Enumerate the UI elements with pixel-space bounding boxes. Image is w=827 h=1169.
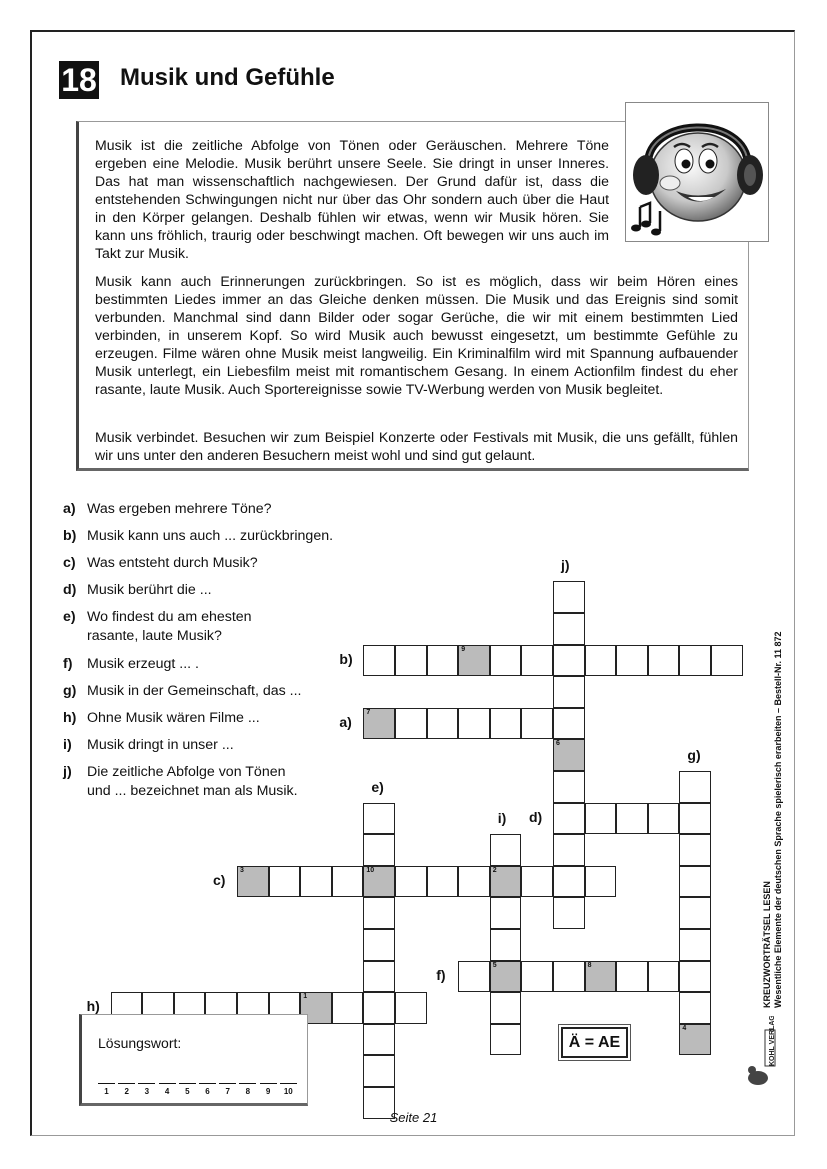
crossword-cell[interactable]: [648, 645, 680, 677]
crossword-cell[interactable]: [490, 929, 522, 961]
crossword-cell[interactable]: [521, 961, 553, 993]
solution-letter-slot[interactable]: 8: [239, 1083, 256, 1096]
crossword-cell[interactable]: [711, 645, 743, 677]
crossword-cell[interactable]: [490, 1024, 522, 1056]
crossword-cell[interactable]: [616, 645, 648, 677]
crossword-cell[interactable]: [679, 1024, 711, 1056]
crossword-cell[interactable]: [679, 897, 711, 929]
crossword-cell[interactable]: [553, 866, 585, 898]
solution-index-number: 9: [461, 645, 466, 653]
crossword-cell[interactable]: [332, 992, 364, 1024]
word-label-c: c): [213, 871, 226, 888]
clue-c: c) Was entsteht durch Musik?: [63, 555, 258, 571]
clue-f: f) Musik erzeugt ... .: [63, 656, 199, 672]
crossword-cell[interactable]: [679, 929, 711, 961]
crossword-cell[interactable]: [363, 803, 395, 835]
crossword-cell[interactable]: [363, 834, 395, 866]
solution-letter-slot[interactable]: 2: [118, 1083, 135, 1096]
crossword-cell[interactable]: [363, 929, 395, 961]
crossword-cell[interactable]: [648, 961, 680, 993]
crossword-cell[interactable]: [679, 803, 711, 835]
crossword-cell[interactable]: [679, 771, 711, 803]
umlaut-hint-box: Ä = AE: [561, 1027, 628, 1058]
solution-index-number: 5: [492, 961, 497, 969]
crossword-cell[interactable]: [679, 992, 711, 1024]
crossword-cell[interactable]: [553, 708, 585, 740]
clue-h: h) Ohne Musik wären Filme ...: [63, 710, 260, 726]
crossword-cell[interactable]: [363, 992, 395, 1024]
page-number: Seite 21: [389, 1110, 438, 1125]
solution-letter-slot[interactable]: 6: [199, 1083, 216, 1096]
solution-letter-slot[interactable]: 5: [179, 1083, 196, 1096]
clue-j: j) Die zeitliche Abfolge von Tönen und ... bezeichnet man als Musik.: [63, 764, 298, 799]
crossword-cell[interactable]: [490, 961, 522, 993]
publisher-name: KOHL VERLAG: [769, 1016, 776, 1066]
crossword-cell[interactable]: [269, 866, 301, 898]
crossword-cell[interactable]: [458, 866, 490, 898]
crossword-cell[interactable]: [395, 866, 427, 898]
solution-index-number: 2: [492, 866, 497, 874]
clue-g: g) Musik in der Gemeinschaft, das ...: [63, 683, 302, 699]
solution-index-number: 8: [587, 961, 592, 969]
clue-e: e) Wo findest du am ehesten rasante, laute Musik?: [63, 609, 252, 644]
solution-index-number: 7: [366, 708, 371, 716]
word-label-h: h): [86, 998, 100, 1015]
crossword-cell[interactable]: [363, 645, 395, 677]
paragraph-1: Musik ist die zeitliche Abfolge von Tönen oder Geräuschen. Mehrere Töne ergeben eine Melodie. Musik berührt unsere Seele. Sie dringt in unser Inneres. Das hat man wissenschaftlich nachgewiesen. Der Grund dafür ist, dass die entstehenden Schwingungen nicht nur über das Ohr sondern auch über die Haut in den Körper gelangen. Deshalb fühlen wir etwas, wenn wir Musik hören. Sie kann uns fröhlich, traurig oder beschwingt machen. Oft bewegen wir uns auch im Takt zur Musik.: [95, 137, 609, 261]
word-label-f: f): [436, 966, 446, 983]
smiley-headphones-icon: [626, 103, 768, 241]
crossword-cell[interactable]: [585, 866, 617, 898]
crossword-cell[interactable]: [490, 992, 522, 1024]
solution-letter-slot[interactable]: 9: [260, 1083, 277, 1096]
crossword-cell[interactable]: [427, 708, 459, 740]
crossword-cell[interactable]: [521, 866, 553, 898]
crossword-cell[interactable]: [427, 866, 459, 898]
page-title: Musik und Gefühle: [120, 64, 335, 91]
crossword-cell[interactable]: [521, 708, 553, 740]
publisher-logo: [745, 1016, 781, 1088]
solution-index-number: 6: [556, 740, 560, 748]
solution-letter-slot[interactable]: 7: [219, 1083, 236, 1096]
crossword-cell[interactable]: [648, 803, 680, 835]
crossword-cell[interactable]: [553, 676, 585, 708]
crossword-cell[interactable]: [490, 645, 522, 677]
word-label-a: a): [339, 713, 352, 730]
solution-letter-slot[interactable]: 10: [280, 1083, 297, 1096]
crossword-cell[interactable]: [679, 866, 711, 898]
solution-letter-slot[interactable]: 4: [159, 1083, 176, 1096]
crossword-cell[interactable]: [395, 708, 427, 740]
crossword-cell[interactable]: [553, 897, 585, 929]
publisher-logo-icon: [745, 1016, 781, 1088]
word-label-e: e): [371, 778, 384, 795]
crossword-cell[interactable]: [553, 803, 585, 835]
solution-label: Lösungswort:: [98, 1035, 182, 1051]
word-label-d: d): [529, 808, 543, 825]
word-label-j: j): [561, 557, 570, 574]
crossword-cell[interactable]: [363, 866, 395, 898]
solution-box: [79, 1014, 308, 1106]
crossword-cell[interactable]: [521, 645, 553, 677]
publisher-sidebar: [762, 578, 784, 1008]
solution-index-number: 10: [366, 866, 375, 874]
crossword-cell[interactable]: [553, 834, 585, 866]
crossword-cell[interactable]: [395, 645, 427, 677]
word-label-g: g): [687, 747, 701, 763]
crossword-cell[interactable]: [679, 961, 711, 993]
series-title: KREUZWORTRÄTSEL LESEN: [762, 881, 772, 1008]
crossword-cell[interactable]: [679, 834, 711, 866]
crossword-cell[interactable]: [490, 866, 522, 898]
crossword-cell[interactable]: [458, 645, 490, 677]
crossword-cell[interactable]: [363, 1024, 395, 1056]
crossword-cell[interactable]: [616, 803, 648, 835]
series-subtitle: Wesentliche Elemente der deutschen Sprache spielerisch erarbeiten – Bestell-Nr. 11 872: [773, 631, 783, 1008]
crossword-cell[interactable]: [553, 961, 585, 993]
crossword-cell[interactable]: [458, 961, 490, 993]
clue-d: d) Musik berührt die ...: [63, 582, 212, 598]
word-label-b: b): [339, 650, 353, 667]
crossword-cell[interactable]: [490, 834, 522, 866]
crossword-cell[interactable]: [553, 581, 585, 613]
crossword-cell[interactable]: [679, 645, 711, 677]
crossword-cell[interactable]: [363, 708, 395, 740]
solution-index-number: 4: [682, 1024, 687, 1032]
crossword-cell[interactable]: [490, 897, 522, 929]
crossword-cell[interactable]: [585, 803, 617, 835]
solution-letter-slot[interactable]: 1: [98, 1083, 115, 1096]
crossword-cell[interactable]: [332, 866, 364, 898]
crossword-cell[interactable]: [553, 739, 585, 771]
solution-index-number: 1: [303, 993, 308, 1001]
exercise-number: 18: [59, 61, 99, 99]
smiley-headphones-illustration: [625, 102, 769, 242]
crossword-cell[interactable]: [616, 961, 648, 993]
crossword-cell[interactable]: [237, 866, 269, 898]
solution-letter-slot[interactable]: 3: [138, 1083, 155, 1096]
crossword-cell[interactable]: [363, 961, 395, 993]
crossword-cell[interactable]: [395, 992, 427, 1024]
crossword-cell[interactable]: [363, 897, 395, 929]
crossword-cell[interactable]: [553, 645, 585, 677]
crossword-cell[interactable]: [553, 613, 585, 645]
paragraph-3: Musik verbindet. Besuchen wir zum Beispiel Konzerte oder Festivals mit Musik, die uns gefällt, fühlen wir uns unter den anderen Besuchern meist wohl und sind gut gelaunt.: [95, 429, 738, 463]
solution-index-number: 3: [240, 866, 244, 874]
clue-i: i) Musik dringt in unser ...: [63, 737, 234, 753]
crossword-cell[interactable]: [490, 708, 522, 740]
clue-a: a) Was ergeben mehrere Töne?: [63, 501, 272, 517]
crossword-cell[interactable]: [585, 645, 617, 677]
crossword-cell[interactable]: [458, 708, 490, 740]
crossword-cell[interactable]: [553, 771, 585, 803]
crossword-cell[interactable]: [300, 866, 332, 898]
crossword-cell[interactable]: [585, 961, 617, 993]
word-label-i: i): [497, 810, 507, 827]
crossword-cell[interactable]: [427, 645, 459, 677]
crossword-cell[interactable]: [363, 1055, 395, 1087]
clue-b: b) Musik kann uns auch ... zurückbringen.: [63, 528, 334, 544]
paragraph-2: Musik kann auch Erinnerungen zurückbringen. So ist es möglich, dass wir beim Hören eines bestimmten Liedes immer an das Gleiche denken müssen. Die Musik und das Ereignis sind somit verbunden. Manchmal sind dann Bilder oder sogar Gerüche, die wir mit einem bestimmten Lied verbinden, in unserem Kopf. So wird Musik auch bewusst eingesetzt, um bestimmte Gefühle zu erzeugen. Filme wären ohne Musik meist langweilig. Ein Kriminalfilm wird mit Spannung aufbauender Musik unterlegt, ein Liebesfilm meist mit romantischem Gesang. In einem Actionfilm findest du eher rasante, laute Musik. Auch Sportereignisse sowie TV-Werbung werden von Musik begleitet.: [95, 273, 738, 397]
